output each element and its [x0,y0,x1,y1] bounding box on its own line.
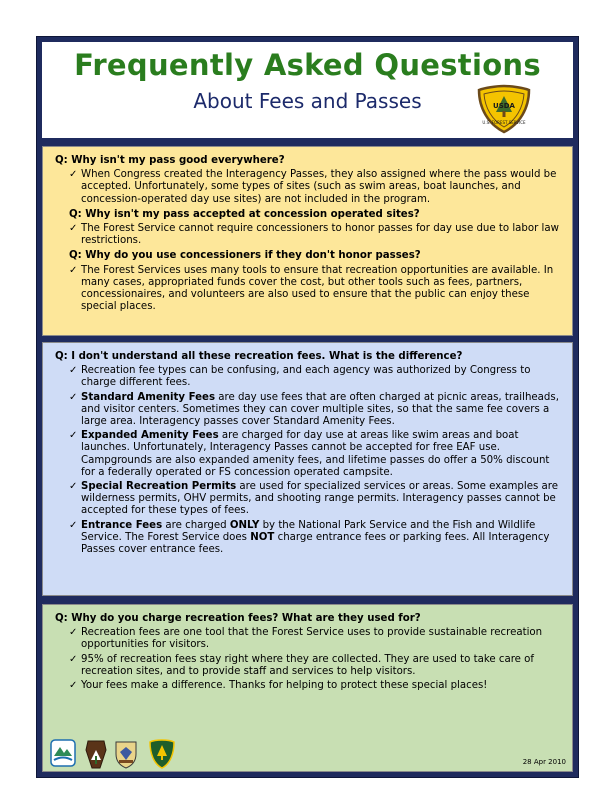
checkmark-icon: ✓ [69,365,78,377]
checkmark-icon: ✓ [69,169,78,181]
answer-fees-difference: ✓ Your fees make a difference. Thanks for helping to protect these special places! [69,680,488,692]
answer-fee-tool: ✓ Recreation fees are one tool that the Forest Service uses to provide sustainable recreation opportunities for visitors. [69,627,543,651]
term-entrance-fees: Entrance Fees [81,519,163,531]
answer-entrance-fees: ✓ Entrance Fees are charged ONLY by the National Park Service and the Fish and Wildlife Service. The Forest Service does NOT charge entrance fees or parking fees. All Interagency Passes cover entrance fees. [69,519,550,556]
faq-section-passes [42,146,573,336]
fws-shield-icon [114,738,138,770]
answer-special-permits: ✓ Special Recreation Permits are used for specialized services or areas. Some examples are wilderness permits, OHV permits, and shooting range permits. Interagency passes cannot be accepted for these types of fees. [69,481,559,517]
checkmark-icon: ✓ [69,391,78,403]
answer-standard-amenity: ✓ Standard Amenity Fees are day use fees that are often charged at picnic areas, trailheads, and visitor centers. Sometimes they can cover multiple sites, so that the same fee covers a large area. Interagency passes cover Standard Amenity Fees. [69,391,559,428]
checkmark-icon: ✓ [69,223,78,235]
page-title: Frequently Asked Questions [74,48,541,82]
page-subtitle: About Fees and Passes [193,89,422,113]
shield-bottom-text: U.S. FOREST SERVICE [482,120,526,125]
shield-top-text: USDA [493,102,515,110]
question-use-concessioners: Q: Why do you use concessioners if they don't honor passes? [69,250,421,262]
answer-pass-everywhere: ✓ When Congress created the Interagency Passes, they also assigned where the pass would be accepted. Unfortunately, some types of sites (such as swim areas, boat launches, and concession-operated day use sites) are not included in the program. [69,169,557,205]
answer-expanded-amenity: ✓ Expanded Amenity Fees are charged for day use at areas like swim areas and boat launches. Unfortunately, Interagency Passes cannot be accepted for free EAF use. Campgrounds are also expanded amenity fees, and lifetime passes do offer a 50% discount for a federally operated or FS concession operated campsite. [69,430,550,478]
question-concession-sites: Q: Why isn't my pass accepted at concession operated sites? [69,208,420,220]
blm-logo-icon [50,738,76,770]
answer-fees-stay: ✓ 95% of recreation fees stay right where they are collected. They are used to take care of recreation sites, and to provide staff and services to help visitors. [69,653,534,677]
forest-service-shield-icon [476,84,532,134]
checkmark-icon: ✓ [69,627,78,639]
faq-section-fee-types [42,342,573,596]
question-pass-everywhere: Q: Why isn't my pass good everywhere? [55,155,285,166]
answer-concession-sites: ✓ The Forest Service cannot require concessioners to honor passes for day use due to labor law restrictions. [69,223,559,247]
term-special-permits: Special Recreation Permits [81,481,237,493]
checkmark-icon: ✓ [69,653,78,665]
answer-use-concessioners: ✓ The Forest Services uses many tools to ensure that recreation opportunities are available. In many cases, appropriated funds cover the cost, but other tools such as fees, partners, concessionaires, and volunteers are also used to ensure that the public can enjoy these special places. [69,264,554,313]
answer-fee-intro: ✓ Recreation fee types can be confusing, and each agency was authorized by Congress to charge different fees. [69,365,531,389]
term-expanded-amenity: Expanded Amenity Fees [81,430,219,442]
question-fee-difference: Q: I don't understand all these recreation fees. What is the difference? [55,351,463,362]
checkmark-icon: ✓ [69,519,78,531]
checkmark-icon: ✓ [69,680,78,692]
header [42,42,573,138]
agency-logos [50,738,190,772]
checkmark-icon: ✓ [69,264,78,276]
usfs-shield-icon [148,738,176,770]
term-standard-amenity: Standard Amenity Fees [81,391,216,403]
checkmark-icon: ✓ [69,430,78,442]
question-why-charge: Q: Why do you charge recreation fees? What are they used for? [55,613,421,624]
nps-arrowhead-icon [84,738,108,770]
revision-date: 28 Apr 2010 [522,758,566,766]
checkmark-icon: ✓ [69,481,78,493]
